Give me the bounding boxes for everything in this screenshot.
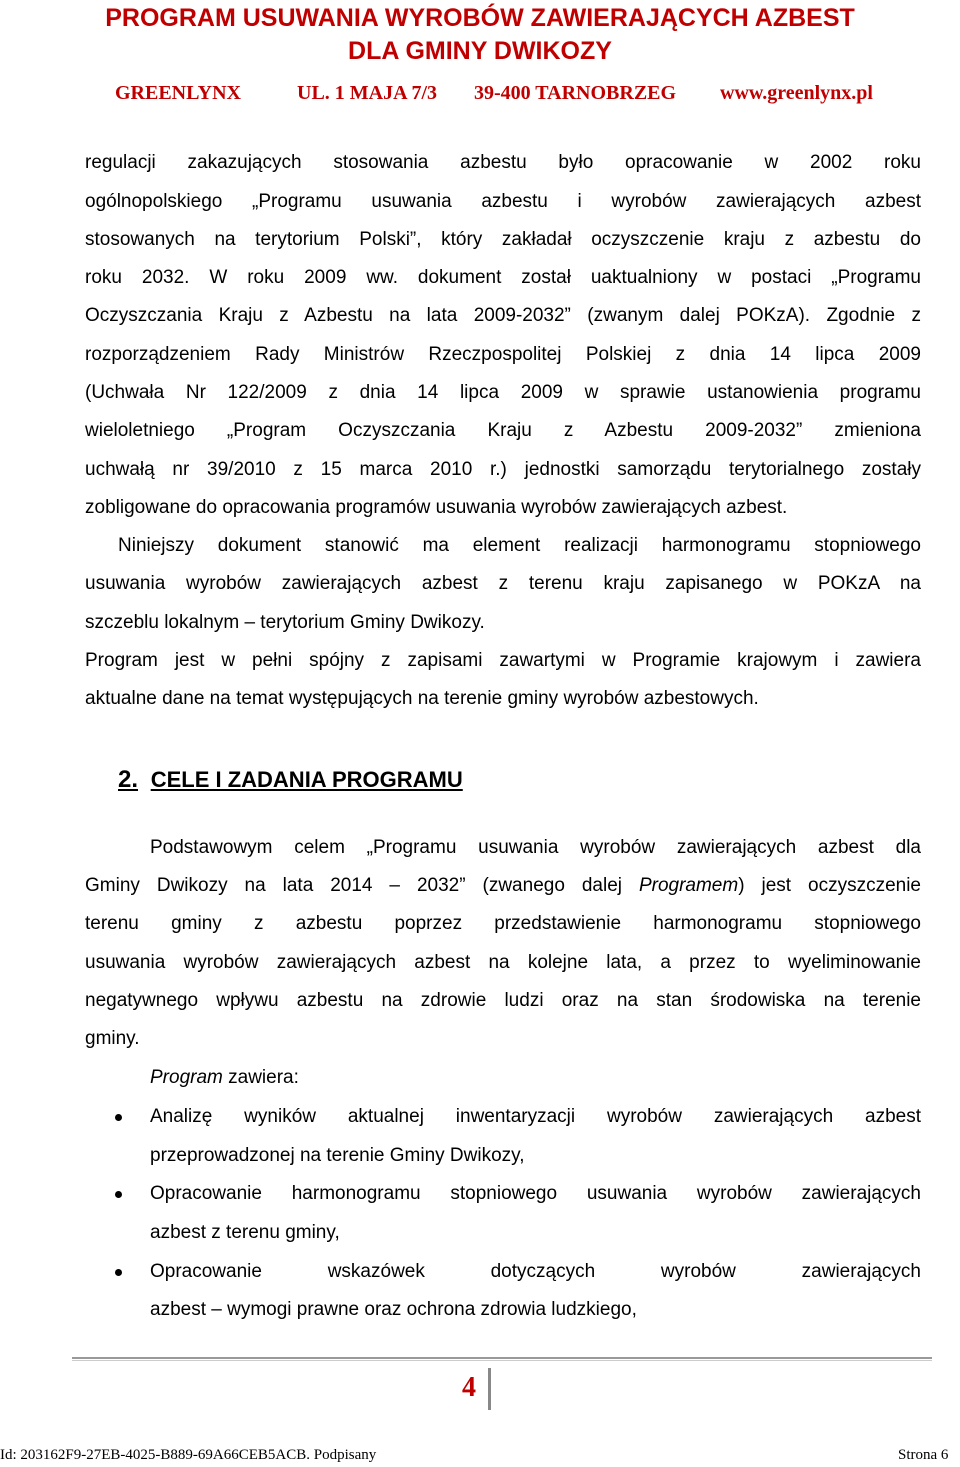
text-line: rozporządzeniem Rady Ministrów Rzeczpospolitej Polskiej z dnia 14 lipca 2009 [85,344,921,365]
bullet-icon [115,1191,122,1198]
program-contains-intro [150,1065,960,1091]
emphasis-program: Program [150,1067,223,1088]
text-line: usuwania wyrobów zawierających azbest na kolejne lata, a przez to wyeliminowanie [85,952,921,973]
text-line: negatywnego wpływu azbestu na zdrowie ludzi oraz na stan środowiska na terenie [85,990,921,1011]
bullet-icon [115,1269,122,1276]
text-line: regulacji zakazujących stosowania azbestu było opracowanie w 2002 roku [85,152,921,173]
company-street: UL. 1 MAJA 7/3 [297,82,437,104]
footer-divider [72,1357,932,1359]
text-line: gminy. [85,1028,140,1049]
text-span: ) jest oczyszczenie [738,875,921,896]
bullet-line: azbest – wymogi prawne oraz ochrona zdrowia ludzkiego, [150,1299,637,1320]
text-line: Niniejszy dokument stanowić ma element realizacji harmonogramu stopniowego [118,535,921,556]
document-title-line1: PROGRAM USUWANIA WYROBÓW ZAWIERAJĄCYCH AZBEST [105,4,855,32]
bullet-line: azbest z terenu gminy, [150,1222,340,1243]
text-line: Oczyszczania Kraju z Azbestu na lata 2009-2032” (zwanym dalej POKzA). Zgodnie z [85,305,921,326]
page-number: 4 [462,1372,476,1403]
text-line: Program jest w pełni spójny z zapisami zawartymi w Programie krajowym i zawiera [85,650,921,671]
text-line: Podstawowym celem „Programu usuwania wyrobów zawierających azbest dla [150,837,921,858]
text-line: zobligowane do opracowania programów usuwania wyrobów zawierających azbest. [85,497,788,518]
company-info-bar [0,80,960,112]
page-number-bar [488,1368,491,1410]
text-line [85,873,921,899]
text-line: (Uchwała Nr 122/2009 z dnia 14 lipca 2009 w sprawie ustanowienia programu [85,382,921,403]
text-line: usuwania wyrobów zawierających azbest z terenu kraju zapisanego w POKzA na [85,573,921,594]
text-line: ogólnopolskiego „Programu usuwania azbestu i wyrobów zawierających azbest [85,191,921,212]
bullet-icon [115,1114,122,1121]
bullet-line: Analizę wyników aktualnej inwentaryzacji wyrobów zawierających azbest [150,1106,921,1127]
company-website[interactable]: www.greenlynx.pl [720,82,873,104]
section-number: 2. [118,766,139,793]
text-line: szczeblu lokalnym – terytorium Gminy Dwikozy. [85,612,485,633]
bullet-line: Opracowanie wskazówek dotyczących wyrobów zawierających [150,1261,921,1282]
bullet-line: przeprowadzonej na terenie Gminy Dwikozy, [150,1145,525,1166]
text-line: terenu gminy z azbestu poprzez przedstawienie harmonogramu stopniowego [85,913,921,934]
text-line: roku 2032. W roku 2009 ww. dokument został uaktualniony w postaci „Programu [85,267,921,288]
text-span: Gminy Dwikozy na lata 2014 – 2032” (zwanego dalej [85,875,639,896]
text-line: wieloletniego „Program Oczyszczania Kraju z Azbestu 2009-2032” zmieniona [85,420,921,441]
section-heading [118,765,463,795]
footer-divider-thin [72,1360,932,1361]
bullet-line: Opracowanie harmonogramu stopniowego usuwania wyrobów zawierających [150,1183,921,1204]
text-line: aktualne dane na temat występujących na terenie gminy wyrobów azbestowych. [85,688,759,709]
text-span: zawiera: [222,1067,299,1088]
footer-id: Id: 203162F9-27EB-4025-B889-69A66CEB5ACB. Podpisany [0,1447,377,1463]
emphasis-program: Programem [638,875,739,896]
section-title: CELE I ZADANIA PROGRAMU [150,767,463,792]
company-city: 39-400 TARNOBRZEG [474,82,677,104]
text-line: stosowanych na terytorium Polski”, który zakładał oczyszczenie kraju z azbestu do [85,229,921,250]
document-title-line2: DLA GMINY DWIKOZY [348,37,612,65]
text-line: uchwałą nr 39/2010 z 15 marca 2010 r.) jednostki samorządu terytorialnego zostały [85,459,921,480]
company-name: GREENLYNX [115,82,241,104]
footer-page-label: Strona 6 [898,1447,949,1463]
